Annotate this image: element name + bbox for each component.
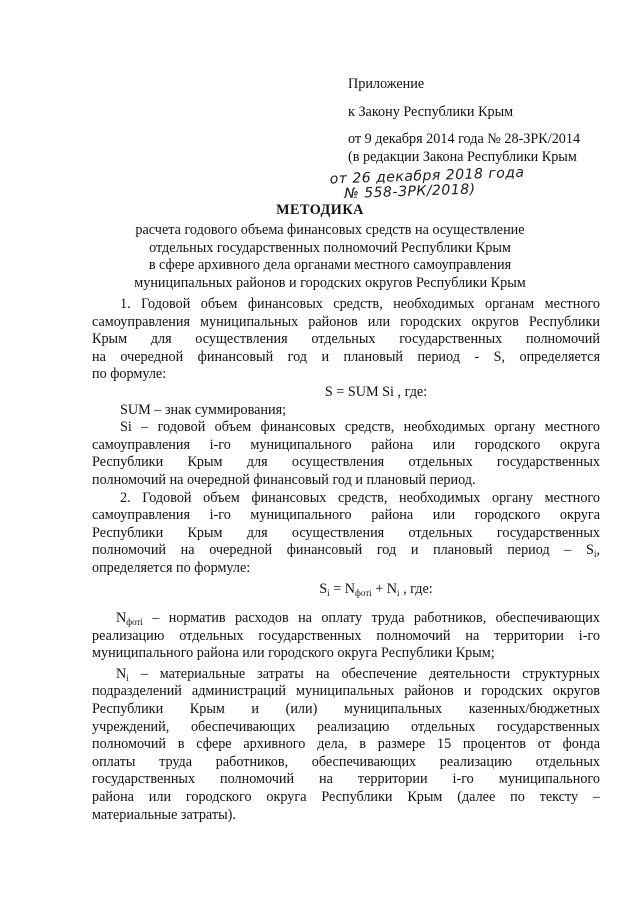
text-line: материальные затраты).	[92, 806, 236, 823]
text-line: подразделений администраций муниципальных районов и городских округов	[92, 683, 600, 700]
text-line: 1. Годовой объем финансовых средств, необходимых органам местного	[120, 296, 600, 312]
text-line: государственных полномочий на территории i-го муниципального	[92, 771, 600, 788]
text-line: оплаты труда работников, обеспечивающих реализацию отдельных	[92, 753, 600, 770]
text-line: самоуправления i-го муниципального района или городского округа	[92, 436, 600, 453]
paragraph-1	[92, 296, 600, 384]
paragraph-2	[92, 490, 600, 578]
formula-part: + N	[371, 580, 397, 597]
text-line: Республики Крым для осуществления отдельных государственных	[92, 454, 600, 471]
ni-definition	[92, 666, 600, 824]
subtitle-line: в сфере архивного дела органами местного самоуправления	[148, 257, 512, 274]
annex-revision: (в редакции Закона Республики Крым	[348, 148, 577, 165]
si-definition	[92, 419, 600, 489]
formula-s: S = SUM Si , где:	[324, 383, 428, 400]
text-line: по формуле:	[92, 366, 167, 383]
text-line: самоуправления муниципальных районов или городских округов Республики	[92, 313, 600, 330]
nfot-definition	[92, 610, 600, 663]
sum-definition: SUM – знак суммирования;	[120, 401, 287, 418]
formula-si	[92, 581, 600, 599]
subtitle-line: отдельных государственных полномочий Республики Крым	[149, 239, 511, 256]
annex-label: Приложение	[348, 76, 425, 92]
text-line: района или городского округа Республики Крым (далее по тексту –	[92, 789, 600, 806]
document-subtitle	[100, 222, 560, 292]
annex-law-ref: к Закону Республики Крым	[348, 103, 514, 120]
subtitle-line: расчета годового объема финансовых средств на осуществление	[135, 222, 525, 238]
text-line: полномочий в сфере архивного дела, в размере 15 процентов от фонда	[92, 736, 600, 753]
text-line: Республики Крым для осуществления отдельных государственных	[92, 524, 600, 541]
subscript: фотi	[126, 617, 143, 628]
text-line: реализацию отдельных государственных полномочий на территории i-го	[92, 627, 600, 644]
subscript: i	[126, 672, 129, 683]
text-line: учреждений, обеспечивающих реализацию отдельных государственных	[92, 718, 600, 735]
text-line: определяется по формуле:	[92, 559, 251, 576]
text-line: Республики Крым и (или) муниципальных казенных/бюджетных	[92, 701, 600, 718]
subscript: фотi	[355, 587, 372, 598]
text-line: Si – годовой объем финансовых средств, необходимых органу местного	[120, 419, 600, 436]
handwritten-line-1: от 26 декабря 2018 года	[329, 164, 525, 188]
document-title: МЕТОДИКА	[276, 202, 364, 218]
formula-part: , где:	[399, 580, 433, 597]
annex-header	[348, 76, 618, 166]
subscript: i	[327, 587, 330, 598]
text-line	[92, 610, 600, 628]
text-fragment: – норматив расходов на оплату труда работников, обеспечивающих	[142, 610, 600, 627]
formula-part: S	[319, 580, 328, 597]
text-line: на очередной финансовый год и плановый период - S, определяется	[92, 348, 600, 365]
subscript: i	[397, 587, 400, 598]
text-fragment: N	[116, 610, 127, 627]
text-fragment: N	[116, 665, 127, 682]
document-body	[92, 296, 600, 824]
subscript: i	[593, 549, 597, 560]
handwritten-line-2: № 558-ЗРК/2018)	[343, 181, 476, 203]
text-line: полномочий на очередной финансовый год и плановый период.	[92, 471, 476, 488]
text-line: самоуправления i-го муниципального района или городского округа	[92, 507, 600, 524]
annex-date: от 9 декабря 2014 года № 28-ЗРК/2014	[348, 131, 581, 148]
formula-part: = N	[329, 580, 355, 597]
subtitle-line: муниципальных районов и городских округов Республики Крым	[134, 274, 526, 291]
text-fragment: – материальные затраты на обеспечение деятельности структурных	[128, 665, 600, 682]
text-line: муниципального района или городского округа Республики Крым;	[92, 645, 495, 662]
text-line	[92, 666, 600, 684]
text-line	[92, 542, 600, 560]
text-line: Крым для осуществления отдельных государственных полномочий	[92, 331, 600, 348]
text-fragment: ,	[596, 542, 600, 559]
text-fragment: полномочий на очередной финансовый год и плановый период – S	[92, 542, 594, 559]
text-line: 2. Годовой объем финансовых средств, необходимых органу местного	[120, 489, 600, 506]
